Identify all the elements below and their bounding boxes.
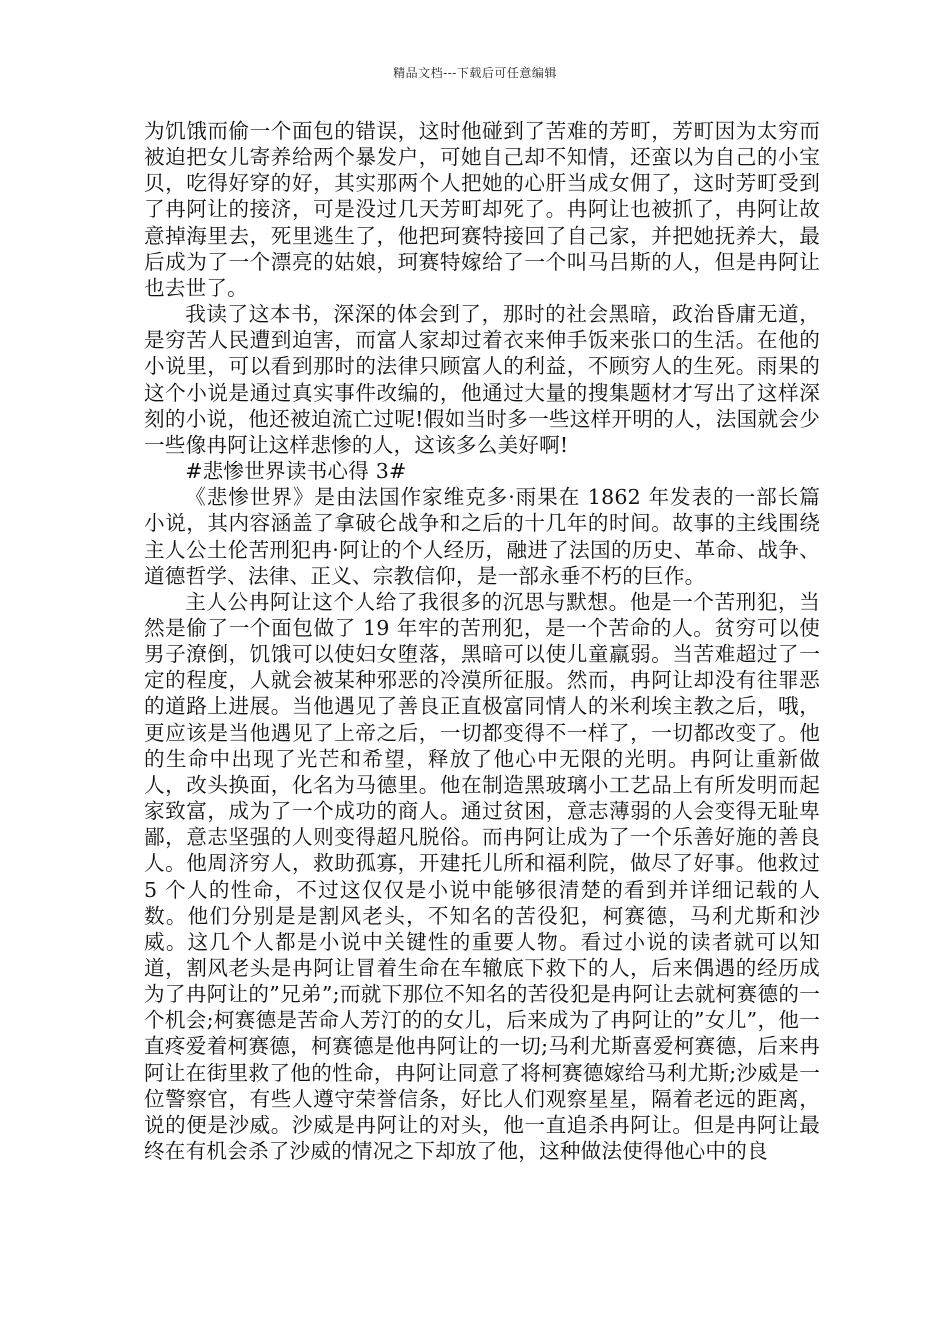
document-body <box>144 118 820 1164</box>
paragraph-4: 主人公冉阿让这个人给了我很多的沉思与默想。他是一个苦刑犯，当然是偷了一个面包做了 19 年牢的苦刑犯，是一个苦命的人。贫穷可以使男子潦倒，饥饿可以使妇女堕落，黑暗可以使儿童羸弱。当苦难超过了一定的程度，人就会被某种邪恶的冷漠所征服。然而，冉阿让却没有往罪恶的道路上进展。当他遇见了善良正直极富同情人的米利埃主教之后，哦，更应该是当他遇见了上帝之后，一切都变得不一样了，一切都改变了。他的生命中出现了光芒和希望，释放了他心中无限的光明。冉阿让重新做人，改头换面，化名为马德里。他在制造黑玻璃小工艺品上有所发明而起家致富，成为了一个成功的商人。通过贫困，意志薄弱的人会变得无耻卑鄙，意志坚强的人则变得超凡脱俗。而冉阿让成为了一个乐善好施的善良人。他周济穷人，救助孤寡，开建托儿所和福利院，做尽了好事。他救过 5 个人的性命，不过这仅仅是小说中能够很清楚的看到并详细记载的人数。他们分别是是割风老头，不知名的苦役犯，柯赛德，马利尤斯和沙威。这几个人都是小说中关键性的重要人物。看过小说的读者就可以知道，割风老头是冉阿让冒着生命在车辙底下救下的人，后来偶遇的经历成为了冉阿让的”兄弟”;而就下那位不知名的苦役犯是冉阿让去就柯赛德的一个机会;柯赛德是苦命人芳汀的的女儿，后来成为了冉阿让的”女儿”，他一直疼爱着柯赛德，柯赛德是他冉阿让的一切;马利尤斯喜爱柯赛德，后来冉阿让在街里救了他的性命，冉阿让同意了将柯赛德嫁给马利尤斯;沙威是一位警察官，有些人遵守荣誉信条，好比人们观察星星，隔着老远的距离，说的便是沙威。沙威是冉阿让的对头，他一直追杀冉阿让。但是冉阿让最终在有机会杀了沙威的情况之下却放了他，这种做法使得他心中的良 <box>144 589 820 1164</box>
page-header: 精品文档---下载后可任意编辑 <box>393 66 557 80</box>
paragraph-3: 《悲惨世界》是由法国作家维克多·雨果在 1862 年发表的一部长篇小说，其内容涵盖了拿破仑战争和之后的十几年的时间。故事的主线围绕主人公土伦苦刑犯冉·阿让的个人经历，融进了法国的历史、革命、战争、道德哲学、法律、正义、宗教信仰，是一部永垂不朽的巨作。 <box>144 485 820 588</box>
paragraph-2: 我读了这本书，深深的体会到了，那时的社会黑暗，政治昏庸无道，是穷苦人民遭到迫害，而富人家却过着衣来伸手饭来张口的生活。在他的小说里，可以看到那时的法律只顾富人的利益，不顾穷人的生死。雨果的这个小说是通过真实事件改编的，他通过大量的搜集题材才写出了这样深刻的小说，他还被迫流亡过呢!假如当时多一些这样开明的人，法国就会少一些像冉阿让这样悲惨的人，这该多么美好啊! <box>144 302 820 457</box>
section-heading: #悲惨世界读书心得 3# <box>185 459 407 484</box>
paragraph-1: 为饥饿而偷一个面包的错误，这时他碰到了苦难的芳町，芳町因为太穷而被迫把女儿寄养给两个暴发户，可她自己却不知情，还蛮以为自己的小宝贝，吃得好穿的好，其实那两个人把她的心肝当成女佣了，这时芳町受到了冉阿让的接济，可是没过几天芳町却死了。冉阿让也被抓了，冉阿让故意掉海里去，死里逃生了，他把珂赛特接回了自己家，并把她抚养大，最后成为了一个漂亮的姑娘，珂赛特嫁给了一个叫马吕斯的人，但是冉阿让也去世了。 <box>144 119 820 300</box>
